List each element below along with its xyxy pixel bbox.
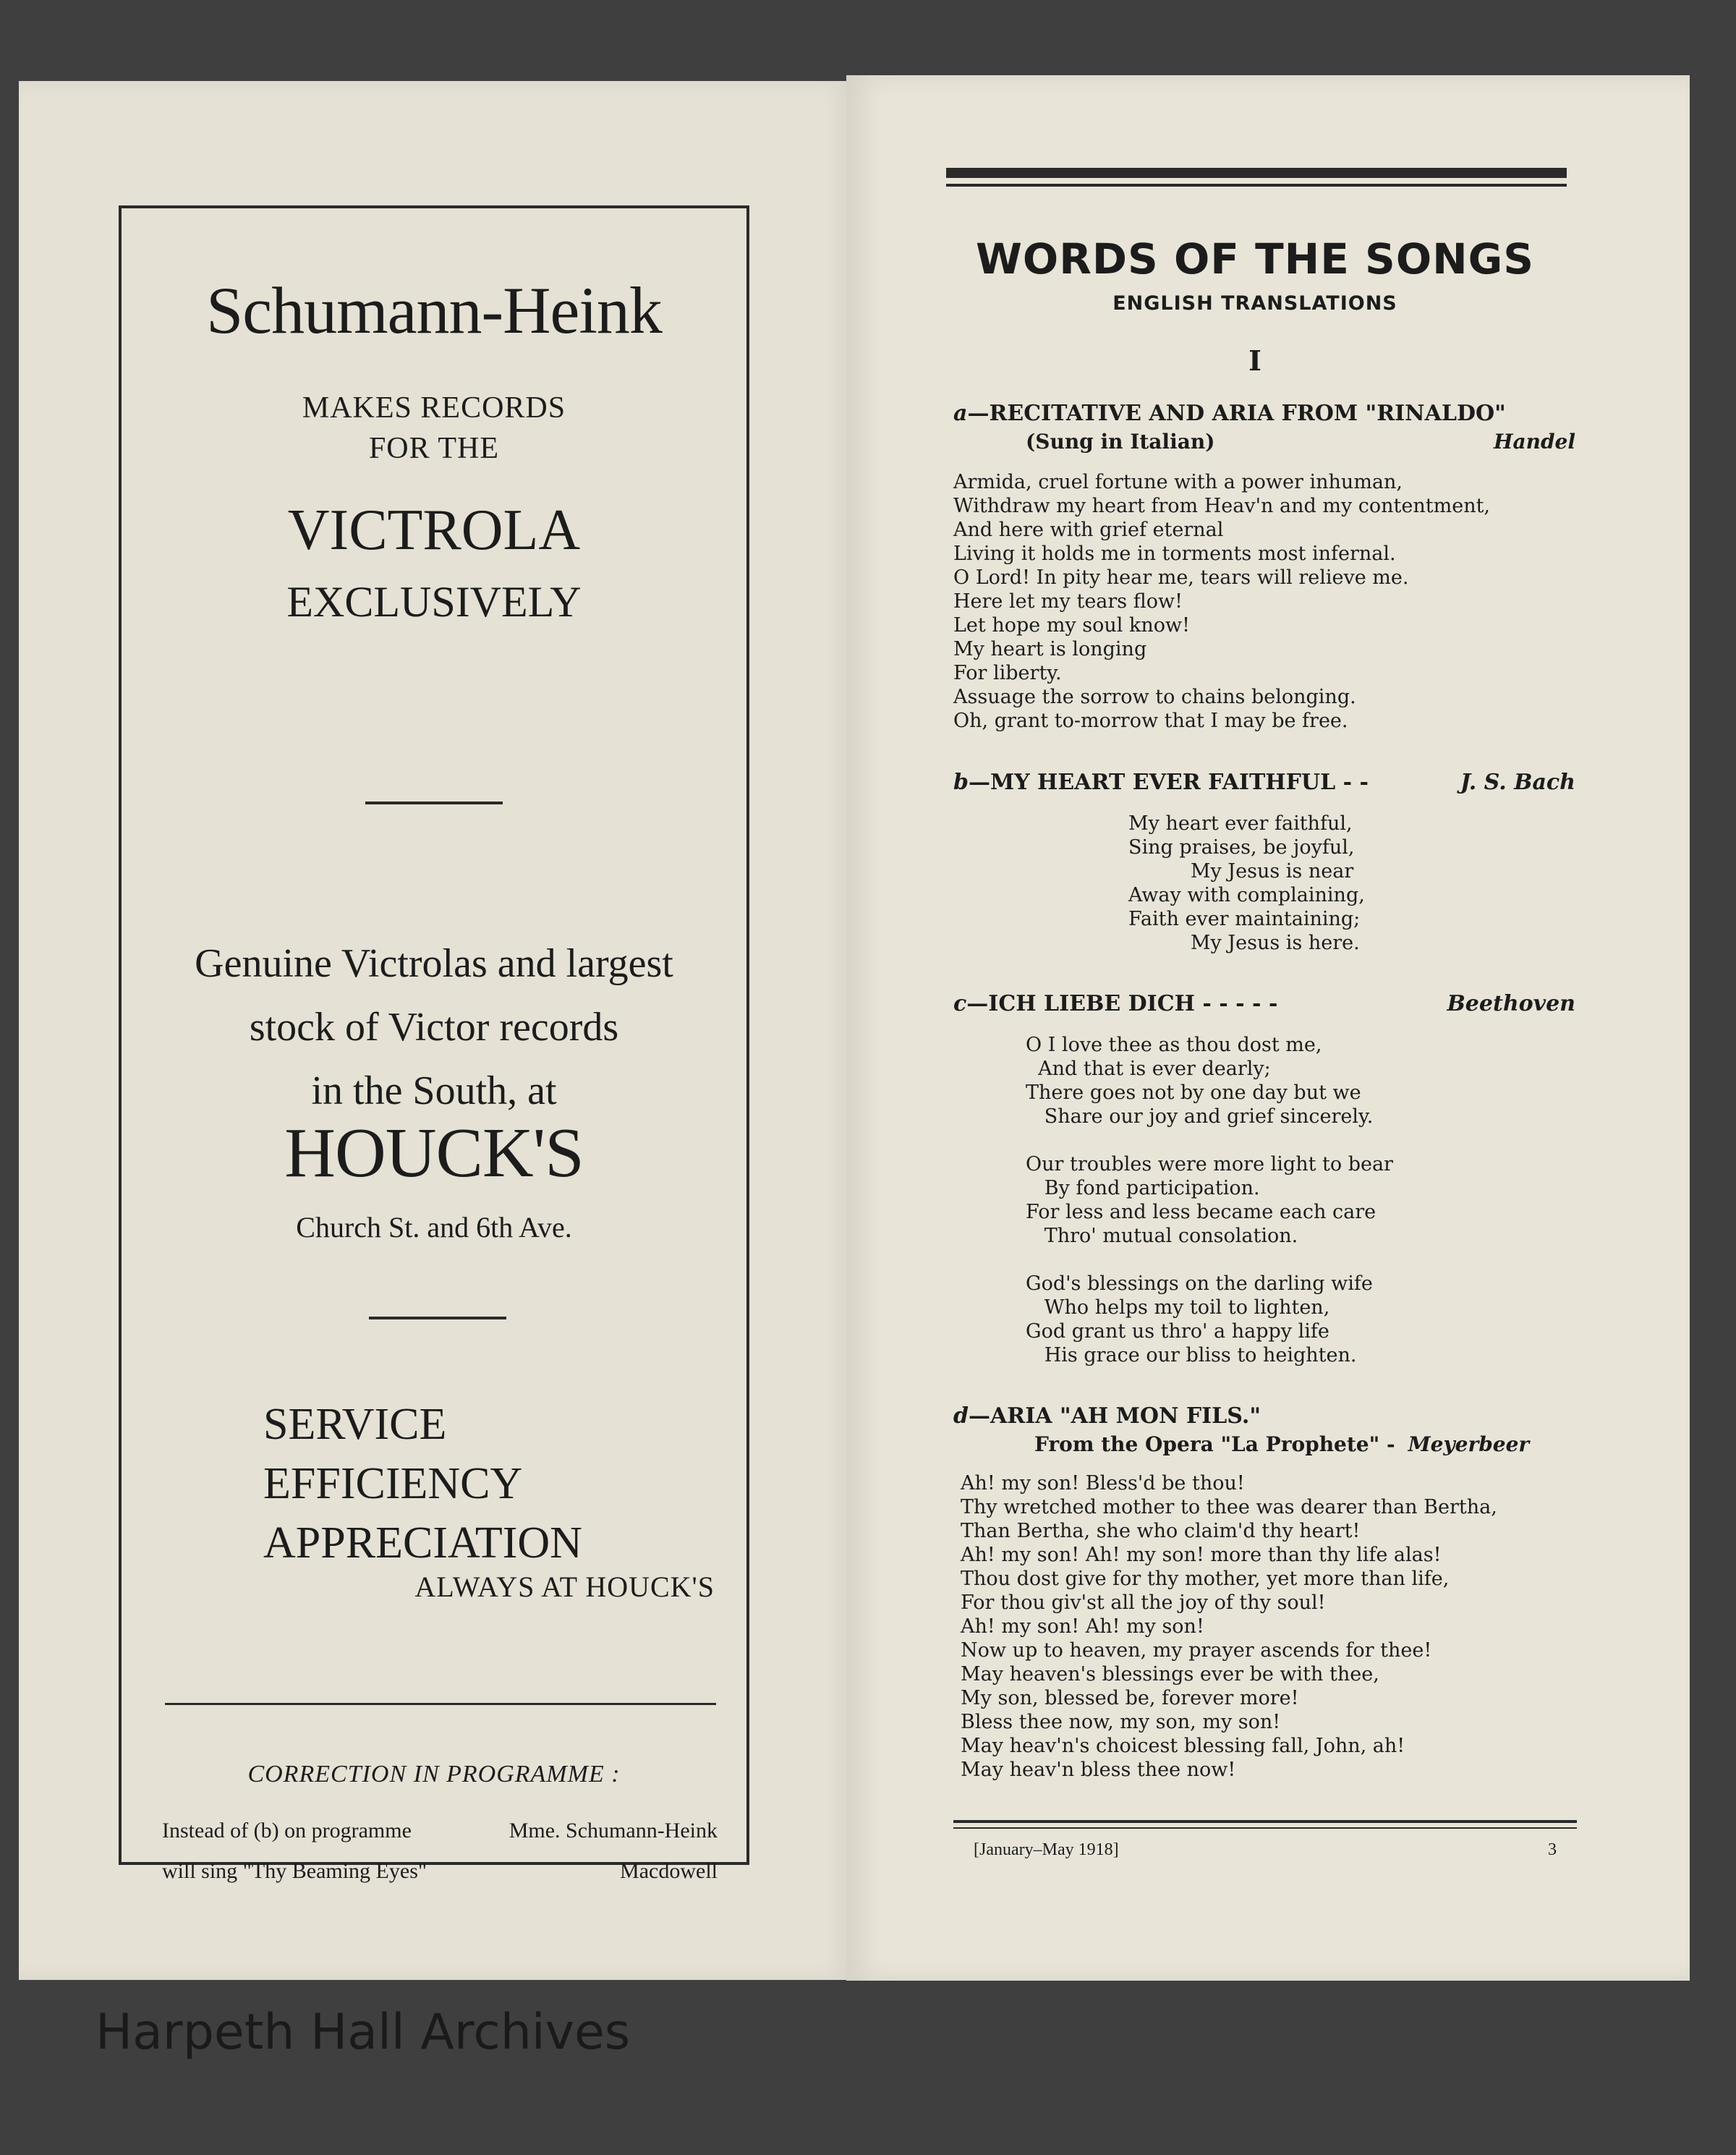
page-subtitle: ENGLISH TRANSLATIONS — [1112, 292, 1397, 315]
song-title-text: —MY HEART EVER FAITHFUL - - — [968, 770, 1369, 795]
song-title — [953, 991, 1277, 1016]
advertisement-frame — [119, 205, 749, 1883]
song-title — [953, 401, 1506, 426]
song-title — [953, 1403, 1261, 1429]
ad-address: Church St. and 6th Ave. — [296, 1211, 572, 1244]
song-lyrics: My heart ever faithful, Sing praises, be joyful, My Jesus is near Away with complaining, Faith ever maintaining; My Jesus is here. — [1128, 812, 1365, 954]
divider-rule — [165, 1703, 716, 1705]
song-subtitle: (Sung in Italian) — [1026, 430, 1215, 454]
song-title-text: —ICH LIEBE DICH - - - - - — [966, 991, 1278, 1016]
ad-service-item: SERVICE — [263, 1400, 447, 1449]
ad-brand: Schumann-Heink — [206, 273, 662, 347]
divider-rule — [369, 1317, 506, 1319]
right-page — [846, 75, 1690, 1981]
ad-genuine-line-1: Genuine Victrolas and largest — [195, 941, 673, 986]
ad-store-name: HOUCK'S — [284, 1114, 584, 1192]
correction-title: CORRECTION IN PROGRAMME : — [247, 1761, 621, 1788]
song-lyrics: Ah! my son! Bless'd be thou! Thy wretched mother to thee was dearer than Bertha, Than Bertha, she who claim'd thy heart! Ah! my son! Ah! my son! more than thy life alas! Thou dost give for thy mother, yet more than life, For thou giv'st all the joy of thy soul! Ah! my son! Ah! my son! Now up to heaven, my prayer ascends for thee! May heaven's blessings ever be with thee, My son, blessed be, forever more! Bless thee now, my son, my son! May heav'n's choicest blessing fall, John, ah! May heav'n bless thee now! — [961, 1472, 1497, 1781]
song-subheading — [953, 430, 1575, 454]
ad-makes-line-1: MAKES RECORDS — [302, 391, 566, 425]
section-numeral: I — [1248, 344, 1261, 377]
song-composer: Beethoven — [1447, 991, 1575, 1016]
song-title-text: —ARIA "AH MON FILS." — [968, 1403, 1261, 1429]
ad-genuine-line-3: in the South, at — [311, 1068, 557, 1113]
song-composer: Handel — [1494, 430, 1575, 454]
footer-rule — [953, 1820, 1577, 1823]
header-bar — [946, 168, 1567, 178]
header-bar-thin — [946, 184, 1567, 187]
song-subtitle: From the Opera "La Prophete" - — [1034, 1432, 1395, 1456]
ad-genuine-text — [122, 932, 746, 1123]
correction-line-2-right: Macdowell — [620, 1859, 718, 1883]
ad-service-item: EFFICIENCY — [263, 1459, 523, 1508]
song-heading — [953, 770, 1575, 795]
correction-line-1-right: Mme. Schumann-Heink — [509, 1819, 718, 1842]
ad-service-item: APPRECIATION — [263, 1518, 582, 1568]
left-page — [19, 81, 854, 1980]
page-title: WORDS OF THE SONGS — [975, 234, 1535, 284]
song-letter: c — [953, 991, 967, 1016]
footer-rule-thin — [953, 1827, 1577, 1829]
ad-service-list — [263, 1395, 582, 1573]
archive-watermark: Harpeth Hall Archives — [95, 2004, 631, 2061]
song-heading — [953, 1403, 1575, 1429]
song-letter: d — [953, 1403, 969, 1429]
ad-genuine-line-2: stock of Victor records — [249, 1005, 619, 1050]
footer-date: [January–May 1918] — [974, 1840, 1119, 1859]
song-heading — [953, 991, 1575, 1016]
page-number: 3 — [1548, 1840, 1557, 1859]
song-letter: b — [953, 770, 969, 795]
song-composer: J. S. Bach — [1460, 770, 1575, 795]
ad-exclusively: EXCLUSIVELY — [286, 578, 582, 626]
correction-line-2-left: will sing "Thy Beaming Eyes" — [162, 1859, 427, 1883]
song-lyrics: Armida, cruel fortune with a power inhuman, Withdraw my heart from Heav'n and my contentment, And here with grief eternal Living it holds me in torments most infernal. O Lord! In pity hear me, tears will relieve me. Here let my tears flow! Let hope my soul know! My heart is longing For liberty. Assuage the sorrow to chains belonging. Oh, grant to-morrow that I may be free. — [953, 471, 1491, 732]
ad-makes-line-2: FOR THE — [368, 432, 500, 465]
ad-always: ALWAYS AT HOUCK'S — [414, 1570, 715, 1603]
song-title-text: —RECITATIVE AND ARIA FROM "RINALDO" — [967, 401, 1506, 426]
song-lyrics: O I love thee as thou dost me, And that is ever dearly; There goes not by one day but we Share our joy and grief sincerely. Our troubles were more light to bear By fond participation. For less and less became each care Thro' mutual consolation. God's blessings on the darling wife Who helps my toil to lighten, God grant us thro' a happy life His grace our bliss to heighten. — [1026, 1034, 1393, 1366]
song-subheading — [953, 1432, 1575, 1456]
ad-victrola: VICTROLA — [287, 498, 581, 562]
song-composer: Meyerbeer — [1408, 1432, 1530, 1456]
correction-line-2 — [162, 1859, 718, 1884]
song-title — [953, 770, 1369, 795]
divider-rule — [365, 802, 503, 804]
correction-line-1 — [162, 1819, 718, 1843]
song-letter: a — [953, 401, 968, 426]
song-heading — [953, 401, 1575, 426]
correction-line-1-left: Instead of (b) on programme — [162, 1819, 412, 1842]
ad-makes-records — [122, 388, 746, 469]
